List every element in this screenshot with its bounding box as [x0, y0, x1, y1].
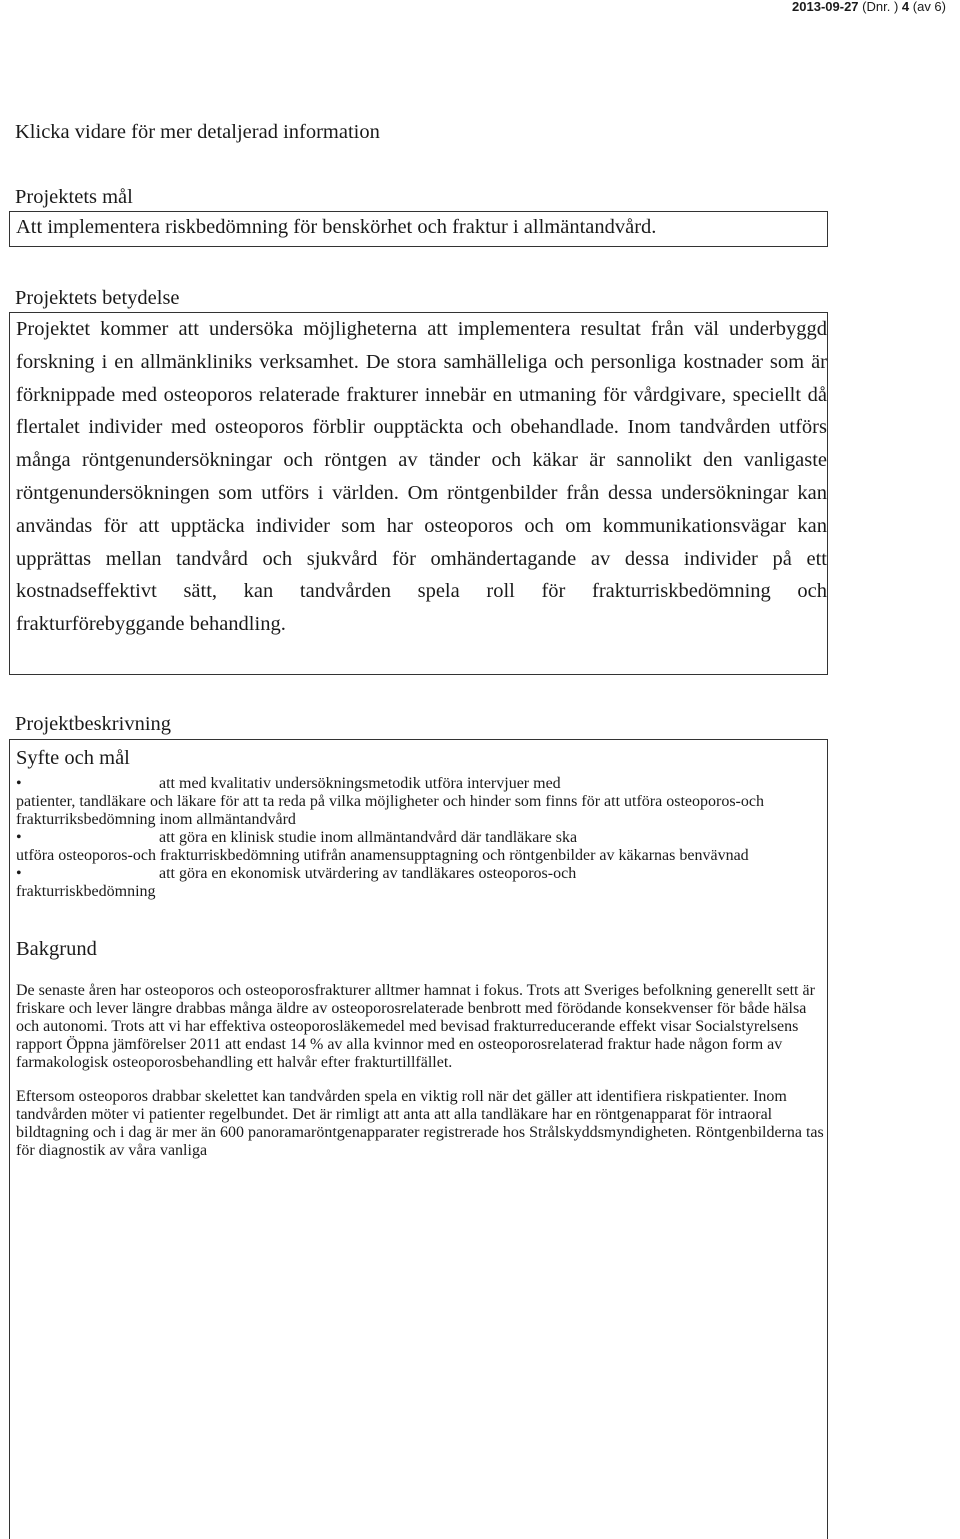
- header-date: 2013-09-27: [792, 0, 859, 14]
- header-page-number: 4: [901, 0, 910, 14]
- background-paragraph-2: Eftersom osteoporos drabbar skelettet kan tandvården spela en viktig roll när det gäller att identifiera riskpatienter. Inom tandvården möter vi patienter regelbundet. Det är rimligt att anta att alla tandläkare har en röntgenapparat för intraoral bildtagning och i dag är mer än 600 panoramaröntgenapparater registrerade hos Strålskyddsmyndigheten. Röntgenbilderna tas för diagnostik av våra vanliga: [16, 1087, 824, 1159]
- goal-box: [9, 211, 828, 247]
- background-paragraph-1: De senaste åren har osteoporos och osteoporosfrakturer alltmer hamnat i fokus. Trots att Sveriges befolkning generellt sett är friskare och lever längre drabbas många äldre av osteoporosrelaterade benbrott med förödande konsekvenser för både hälsa och autonomi. Trots att vi har effektiva osteoporosläkemedel med bevisad frakturreducerande effekt visar Socialstyrelsens rapport Öppna jämförelser 2011 att endast 14 % av alla kvinnor med en osteoporosrelaterad fraktur hade någon form av farmakologisk osteoporosbehandling ett halvår efter frakturtillfället.: [16, 981, 815, 1071]
- significance-heading: Projektets betydelse: [15, 287, 180, 309]
- significance-text: Projektet kommer att undersöka möjligheterna att implementera resultat från väl underbyggd forskning i en allmänkliniks verksamhet. De stora samhälleliga och personliga kostnader som är förknippade med osteoporos relaterade frakturer innebär en utmaning för vårdgivare, speciellt då flertalet individer med osteoporos förblir oupptäckta och obehandlade. Inom tandvården utförs många röntgenundersökningar och röntgen av tänder och käkar är sannolikt den vanligaste röntgenundersökningen som utförs i världen. Om röntgenbilder från dessa undersökningar kan användas för att upptäcka individer som har osteoporos och om kommunikationsvägar kan upprättas mellan tandvård och sjukvård för omhändertagande av dessa individer på ett kostnadseffektivt sätt, kan tandvården spela roll för frakturriskbedömning och frakturförebyggande behandling.: [16, 318, 827, 636]
- aim-bullet-3: • att göra en ekonomisk utvärdering av tandläkares osteoporos-och frakturriskbedömning: [16, 864, 577, 900]
- header-page-total: (av 6): [912, 0, 946, 14]
- intro-link-text: Klicka vidare för mer detaljerad information: [15, 121, 380, 143]
- goal-text: Att implementera riskbedömning för benskörhet och fraktur i allmäntandvård.: [16, 216, 657, 238]
- bullet-icon: •: [16, 828, 22, 846]
- aim-heading: Syfte och mål: [16, 747, 130, 769]
- significance-box: [9, 312, 828, 675]
- aim-bullet-2: • att göra en klinisk studie inom allmäntandvård där tandläkare ska utföra osteoporos-och frakturriskbedömning utifrån anamensupptagning och röntgenbilder av käkarnas benvävnad: [16, 828, 749, 864]
- bullet-icon: •: [16, 774, 22, 792]
- header-dnr: (Dnr. ): [862, 0, 899, 14]
- description-heading: Projektbeskrivning: [15, 713, 172, 735]
- background-heading: Bakgrund: [16, 937, 97, 960]
- aim-bullet-1: • att med kvalitativ undersökningsmetodik utföra intervjuer med patienter, tandläkare och läkare för att ta reda på vilka möjligheter och hinder som finns för att utföra osteoporos-och frakturriksbedömning inom allmäntandvård: [16, 774, 764, 828]
- goal-heading: Projektets mål: [15, 186, 133, 208]
- page-header: [792, 0, 946, 14]
- description-box: [9, 739, 828, 1539]
- bullet-icon: •: [16, 864, 22, 882]
